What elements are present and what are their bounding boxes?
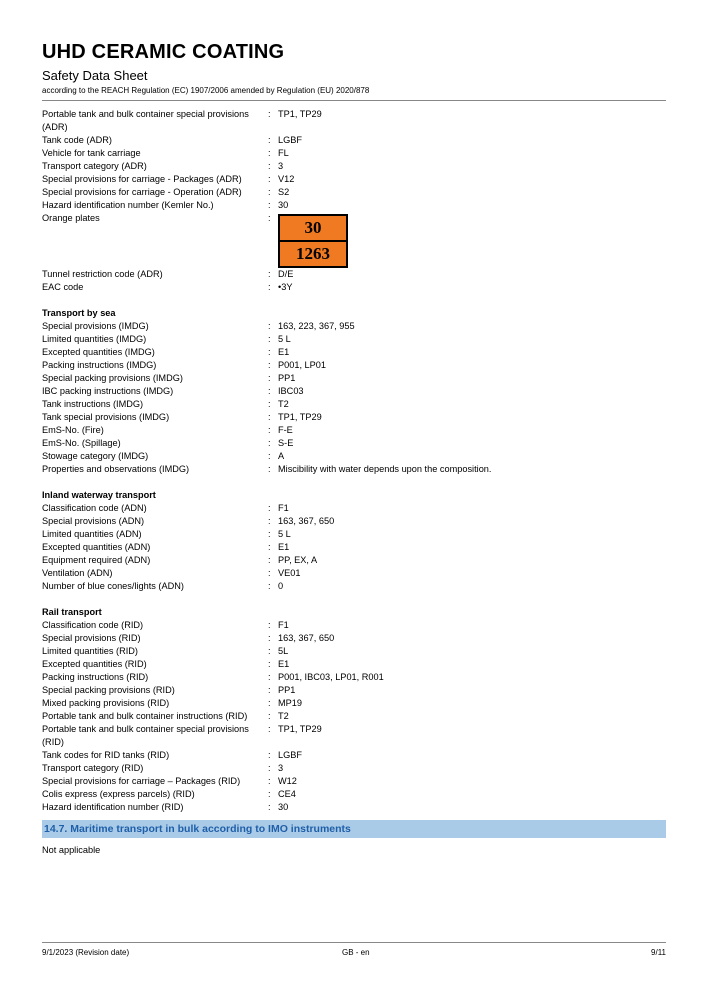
field-separator: : <box>268 174 271 184</box>
sea-title: Transport by sea <box>42 308 116 318</box>
rail-title: Rail transport <box>42 607 102 617</box>
field-separator: : <box>268 360 271 370</box>
field-label: Excepted quantities (ADN) <box>42 542 151 552</box>
field-label: EmS-No. (Spillage) <box>42 438 121 448</box>
field-row <box>42 502 666 515</box>
field-row <box>42 411 666 424</box>
field-row <box>42 554 666 567</box>
field-separator: : <box>268 451 271 461</box>
field-label: Ventilation (ADN) <box>42 568 113 578</box>
header-divider <box>42 100 666 101</box>
field-value: 5 L <box>278 334 291 344</box>
field-label: Mixed packing provisions (RID) <box>42 698 170 708</box>
field-label: Tank instructions (IMDG) <box>42 399 144 409</box>
field-value: LGBF <box>278 750 302 760</box>
field-label: Portable tank and bulk container instructions (RID) <box>42 711 248 721</box>
field-label: Orange plates <box>42 213 100 223</box>
field-label: Limited quantities (ADN) <box>42 529 142 539</box>
field-label: Hazard identification number (Kemler No.) <box>42 200 214 210</box>
field-row <box>42 671 666 684</box>
field-value: 30 <box>278 802 289 812</box>
field-row <box>42 528 666 541</box>
field-row <box>42 268 666 281</box>
field-row <box>42 173 666 186</box>
field-separator: : <box>268 711 271 721</box>
field-label: Special provisions (RID) <box>42 633 141 643</box>
field-value: V12 <box>278 174 295 184</box>
section-14-7-heading: 14.7. Maritime transport in bulk according to IMO instruments <box>42 820 666 838</box>
field-value: CE4 <box>278 789 296 799</box>
field-label: Limited quantities (RID) <box>42 646 138 656</box>
field-separator: : <box>268 724 271 734</box>
field-label: Portable tank and bulk container special provisions (ADR) <box>42 109 249 132</box>
field-value: MP19 <box>278 698 303 708</box>
field-value: 163, 223, 367, 955 <box>278 321 355 331</box>
field-separator: : <box>268 529 271 539</box>
field-separator: : <box>268 438 271 448</box>
field-separator: : <box>268 646 271 656</box>
field-label: Packing instructions (RID) <box>42 672 149 682</box>
footer-language: GB - en <box>342 948 370 957</box>
field-label: Classification code (RID) <box>42 620 144 630</box>
field-label: EmS-No. (Fire) <box>42 425 104 435</box>
inland-title: Inland waterway transport <box>42 490 156 500</box>
field-separator: : <box>268 568 271 578</box>
field-value: TP1, TP29 <box>278 412 322 422</box>
field-value: LGBF <box>278 135 302 145</box>
field-separator: : <box>268 399 271 409</box>
field-separator: : <box>268 200 271 210</box>
field-label: Tank special provisions (IMDG) <box>42 412 170 422</box>
field-value: S-E <box>278 438 294 448</box>
field-value: PP, EX, A <box>278 555 318 565</box>
document-subtitle: Safety Data Sheet <box>42 68 148 83</box>
field-value: S2 <box>278 187 290 197</box>
field-value: 163, 367, 650 <box>278 516 335 526</box>
field-value: 0 <box>278 581 284 591</box>
field-row <box>42 424 666 437</box>
field-row <box>42 723 666 749</box>
field-row <box>42 645 666 658</box>
field-row <box>42 333 666 346</box>
field-value: VE01 <box>278 568 301 578</box>
field-row <box>42 346 666 359</box>
field-separator: : <box>268 282 271 292</box>
field-separator: : <box>268 789 271 799</box>
inland-rows <box>42 502 666 593</box>
field-row <box>42 199 666 212</box>
field-separator: : <box>268 581 271 591</box>
transport-content <box>42 108 666 857</box>
field-separator: : <box>268 187 271 197</box>
orange-plate <box>278 214 348 268</box>
field-row <box>42 541 666 554</box>
field-value: F-E <box>278 425 293 435</box>
field-row <box>42 580 666 593</box>
field-label: Equipment required (ADN) <box>42 555 151 565</box>
field-value: 30 <box>278 200 289 210</box>
field-value: Miscibility with water depends upon the composition. <box>278 464 492 474</box>
field-separator: : <box>268 763 271 773</box>
document-header <box>42 40 666 96</box>
field-separator: : <box>268 161 271 171</box>
field-label: Special provisions for carriage – Packages (RID) <box>42 776 241 786</box>
field-separator: : <box>268 109 271 119</box>
field-separator: : <box>268 464 271 474</box>
field-value: 5L <box>278 646 289 656</box>
field-row <box>42 801 666 814</box>
sea-rows <box>42 320 666 476</box>
field-row <box>42 749 666 762</box>
field-row <box>42 788 666 801</box>
field-row <box>42 160 666 173</box>
field-row <box>42 108 666 134</box>
field-separator: : <box>268 412 271 422</box>
field-row <box>42 515 666 528</box>
field-separator: : <box>268 672 271 682</box>
adr-rows <box>42 108 666 225</box>
field-label: Excepted quantities (IMDG) <box>42 347 155 357</box>
field-row <box>42 684 666 697</box>
field-row <box>42 775 666 788</box>
field-row <box>42 658 666 671</box>
field-label: Transport category (RID) <box>42 763 144 773</box>
field-value: 3 <box>278 763 284 773</box>
field-label: Special packing provisions (IMDG) <box>42 373 183 383</box>
field-label: Number of blue cones/lights (ADN) <box>42 581 184 591</box>
field-label: Classification code (ADN) <box>42 503 147 513</box>
field-value: P001, IBC03, LP01, R001 <box>278 672 384 682</box>
field-row <box>42 398 666 411</box>
field-row <box>42 372 666 385</box>
field-value: FL <box>278 148 289 158</box>
field-label: Tunnel restriction code (ADR) <box>42 269 163 279</box>
regulation-line: according to the REACH Regulation (EC) 1907/2006 amended by Regulation (EU) 2020/878 <box>42 86 370 95</box>
field-separator: : <box>268 685 271 695</box>
field-label: Excepted quantities (RID) <box>42 659 147 669</box>
field-row <box>42 450 666 463</box>
field-value: T2 <box>278 399 289 409</box>
field-value: T2 <box>278 711 289 721</box>
orange-plate-row <box>42 212 666 268</box>
field-row <box>42 385 666 398</box>
field-label: Limited quantities (IMDG) <box>42 334 147 344</box>
product-title: UHD CERAMIC COATING <box>42 41 285 63</box>
field-value: F1 <box>278 503 289 513</box>
field-value: 3 <box>278 161 284 171</box>
field-value: 5 L <box>278 529 291 539</box>
footer-page-number: 9/11 <box>651 948 666 957</box>
field-label: Colis express (express parcels) (RID) <box>42 789 195 799</box>
field-label: Hazard identification number (RID) <box>42 802 184 812</box>
field-value: TP1, TP29 <box>278 724 322 734</box>
field-separator: : <box>268 373 271 383</box>
field-separator: : <box>268 776 271 786</box>
field-label: IBC packing instructions (IMDG) <box>42 386 174 396</box>
adr-rows-after <box>42 268 666 294</box>
field-separator: : <box>268 386 271 396</box>
field-value: TP1, TP29 <box>278 109 322 119</box>
field-separator: : <box>268 269 271 279</box>
field-separator: : <box>268 542 271 552</box>
field-separator: : <box>268 802 271 812</box>
field-label: Packing instructions (IMDG) <box>42 360 157 370</box>
field-row <box>42 147 666 160</box>
rail-rows <box>42 619 666 814</box>
field-value: E1 <box>278 659 290 669</box>
field-value: PP1 <box>278 685 296 695</box>
field-value: •3Y <box>278 282 293 292</box>
field-row <box>42 359 666 372</box>
field-value: E1 <box>278 347 290 357</box>
field-row <box>42 320 666 333</box>
field-value: F1 <box>278 620 289 630</box>
field-separator: : <box>268 503 271 513</box>
field-label: Special provisions (ADN) <box>42 516 145 526</box>
field-separator: : <box>268 698 271 708</box>
field-label: Transport category (ADR) <box>42 161 147 171</box>
footer-revision-date: 9/1/2023 (Revision date) <box>42 948 130 957</box>
field-value: D/E <box>278 269 294 279</box>
orange-plate-hazard-number: 30 <box>280 216 346 242</box>
field-separator: : <box>268 213 271 223</box>
field-label: Tank code (ADR) <box>42 135 112 145</box>
section-14-7-text: Not applicable <box>42 845 101 855</box>
field-value: PP1 <box>278 373 296 383</box>
field-row <box>42 632 666 645</box>
field-row <box>42 134 666 147</box>
field-separator: : <box>268 555 271 565</box>
field-row <box>42 619 666 632</box>
field-row <box>42 463 666 476</box>
field-value: A <box>278 451 285 461</box>
field-row <box>42 710 666 723</box>
field-value: W12 <box>278 776 297 786</box>
field-label: Stowage category (IMDG) <box>42 451 149 461</box>
field-row <box>42 762 666 775</box>
field-separator: : <box>268 135 271 145</box>
field-row <box>42 186 666 199</box>
field-value: P001, LP01 <box>278 360 327 370</box>
field-label: Portable tank and bulk container special provisions (RID) <box>42 724 249 747</box>
field-separator: : <box>268 148 271 158</box>
field-separator: : <box>268 347 271 357</box>
field-separator: : <box>268 633 271 643</box>
field-row <box>42 697 666 710</box>
field-label: Special provisions for carriage - Packages (ADR) <box>42 174 242 184</box>
field-value: 163, 367, 650 <box>278 633 335 643</box>
field-separator: : <box>268 321 271 331</box>
field-label: Properties and observations (IMDG) <box>42 464 190 474</box>
field-separator: : <box>268 750 271 760</box>
field-separator: : <box>268 425 271 435</box>
field-label: Special provisions (IMDG) <box>42 321 149 331</box>
field-label: Special provisions for carriage - Operation (ADR) <box>42 187 242 197</box>
orange-plate-un-number: 1263 <box>296 244 330 263</box>
field-separator: : <box>268 334 271 344</box>
field-separator: : <box>268 620 271 630</box>
field-label: Special packing provisions (RID) <box>42 685 175 695</box>
footer-divider <box>42 942 666 943</box>
field-value: E1 <box>278 542 290 552</box>
field-label: EAC code <box>42 282 84 292</box>
field-separator: : <box>268 659 271 669</box>
field-row <box>42 567 666 580</box>
field-label: Vehicle for tank carriage <box>42 148 141 158</box>
field-value: IBC03 <box>278 386 304 396</box>
field-row <box>42 281 666 294</box>
field-label: Tank codes for RID tanks (RID) <box>42 750 170 760</box>
field-separator: : <box>268 516 271 526</box>
field-row <box>42 437 666 450</box>
